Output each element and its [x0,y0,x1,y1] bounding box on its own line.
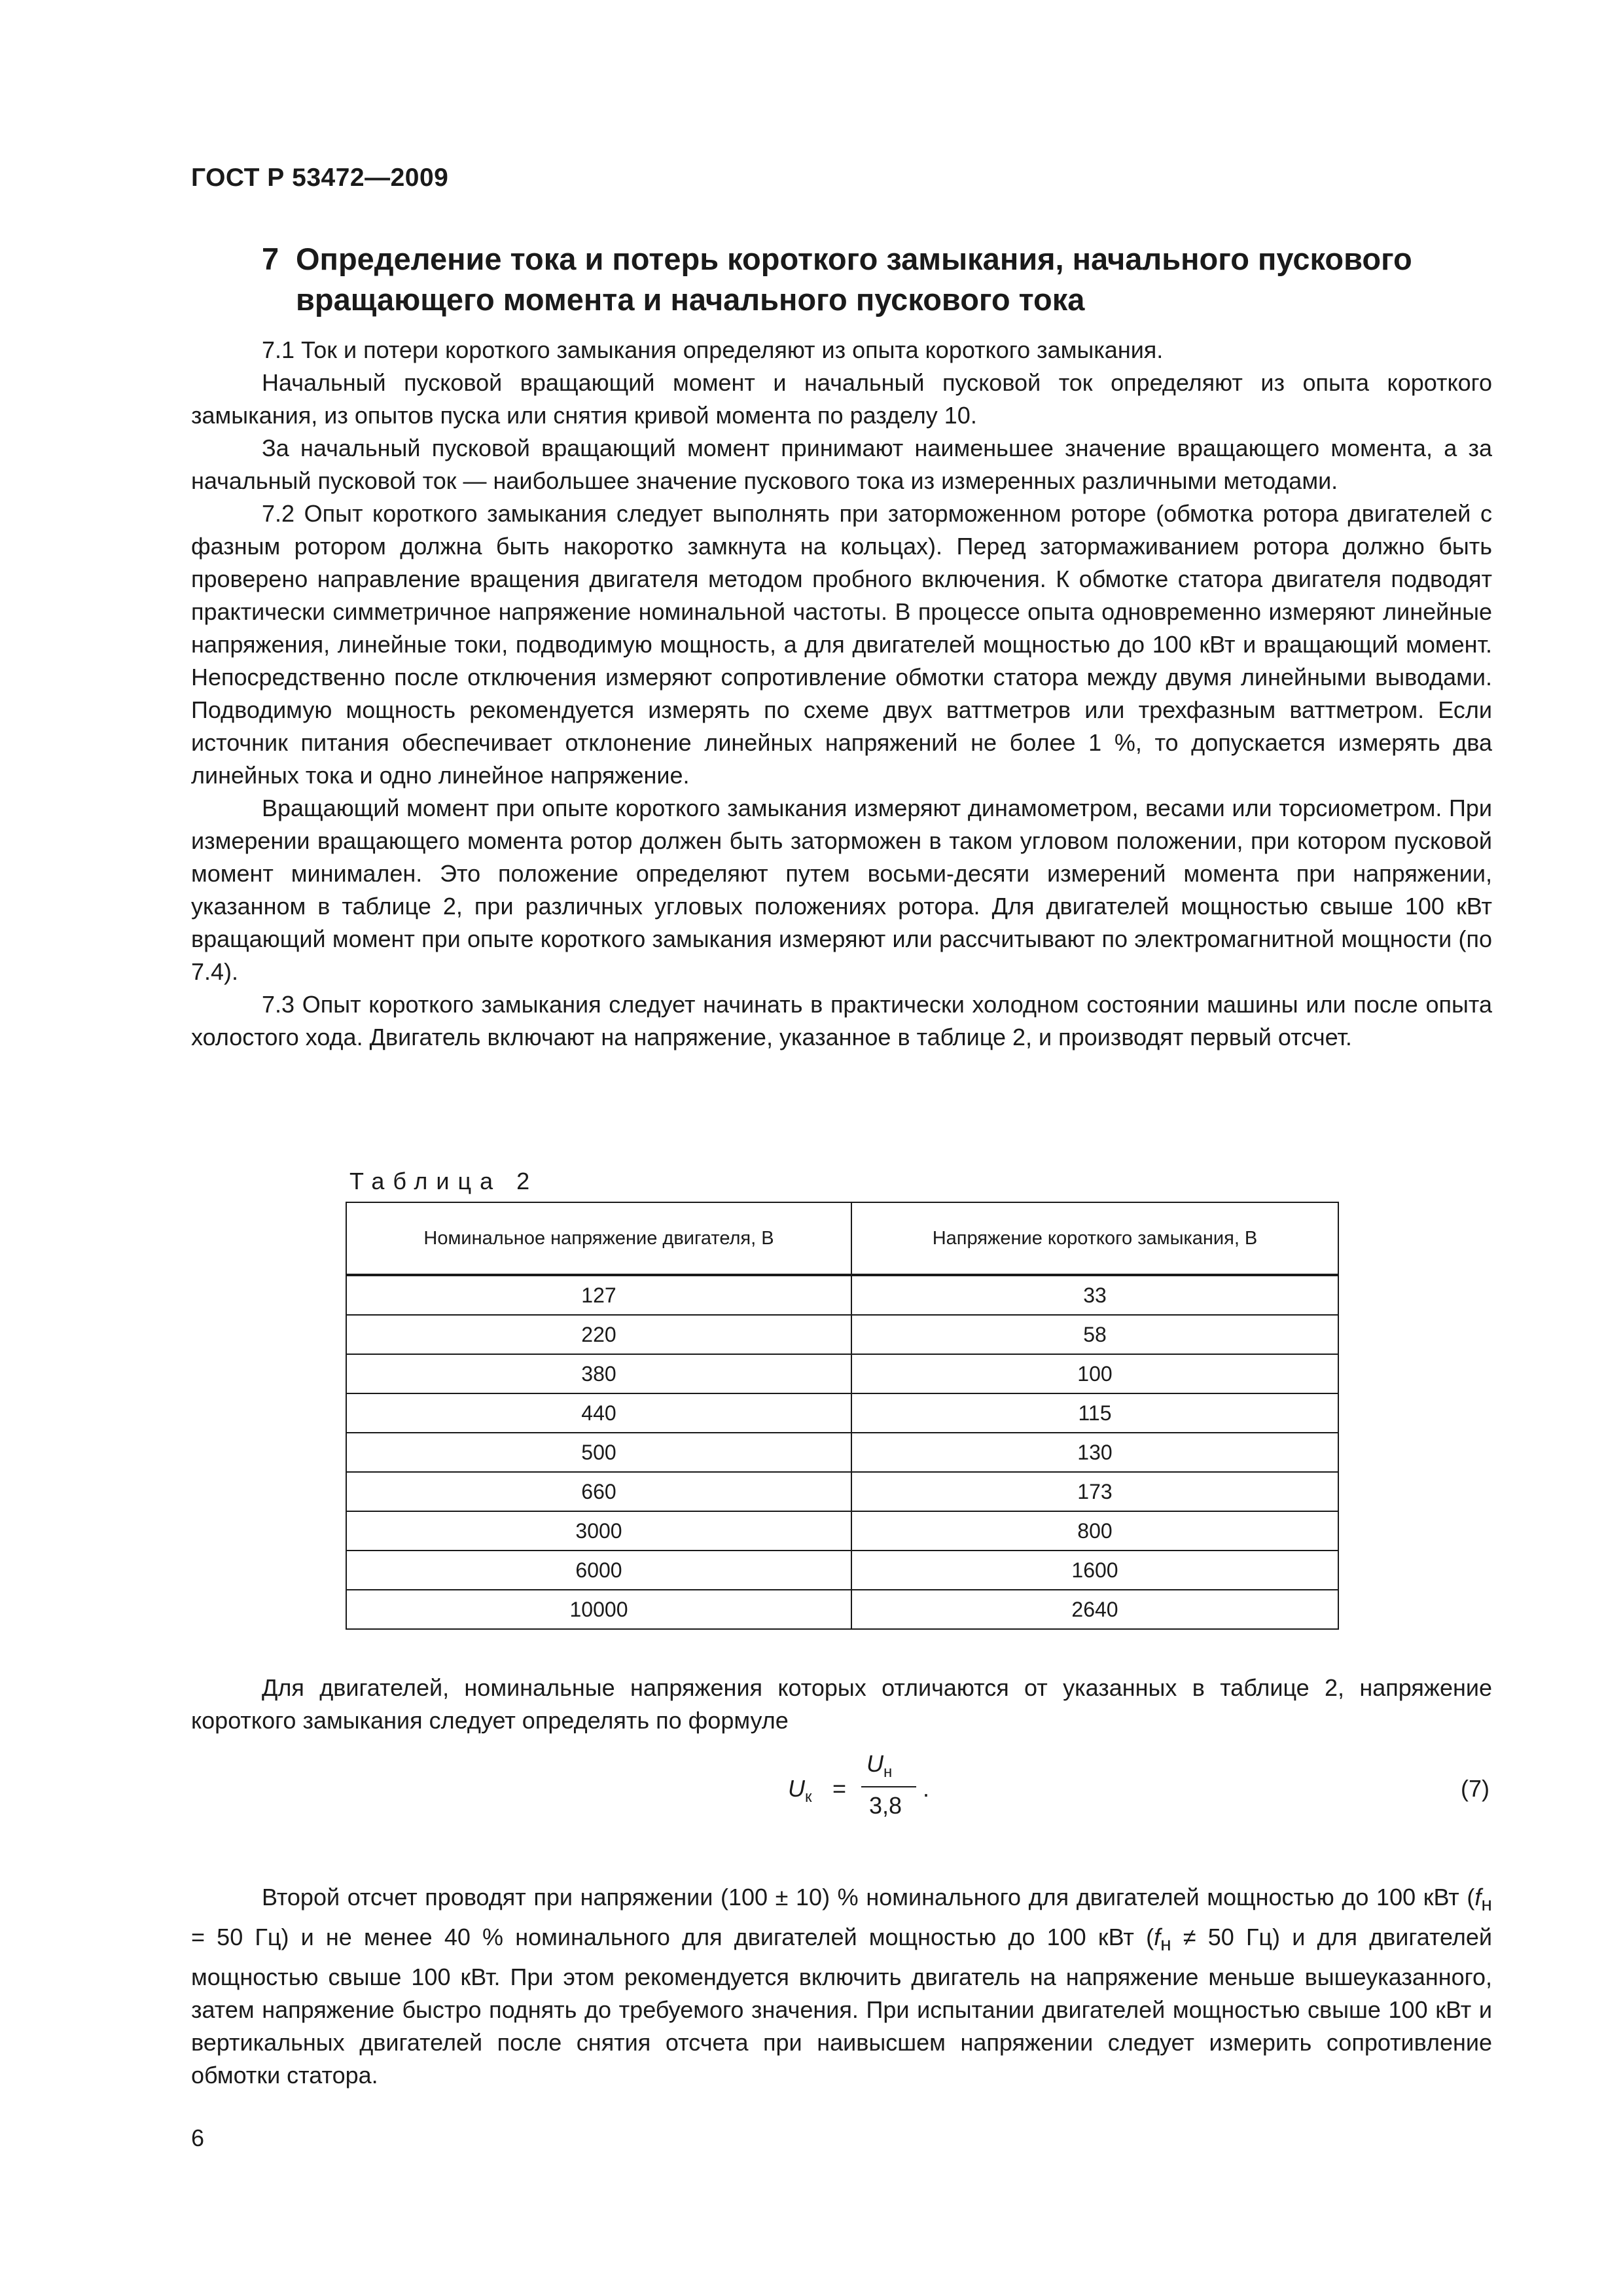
formula-trailing-dot: . [923,1775,930,1802]
body-text-block-c [191,1881,1492,2092]
table-row [346,1551,1338,1590]
formula-number: (7) [1461,1775,1489,1802]
table-header-row [346,1202,1338,1275]
table-row [346,1354,1338,1393]
paragraph: Начальный пусковой вращающий момент и начальный пусковой ток определяют из опыта короткого замыкания, из опытов пуска или снятия кривой момента по разделу 10. [191,369,1492,429]
section-number: 7 [262,242,279,276]
table-cell: 130 [851,1433,1338,1472]
table-row [346,1315,1338,1354]
table-cell: 500 [346,1433,851,1472]
voltage-table [346,1202,1339,1630]
section-heading [262,239,1505,320]
table-cell: 6000 [346,1551,851,1590]
table-caption: Таблица 2 [349,1168,539,1194]
table-row [346,1275,1338,1315]
table-cell: 1600 [851,1551,1338,1590]
paragraph: Вращающий момент при опыте короткого замыкания измеряют динамометром, весами или торсиометром. При измерении вращающего момента ротор должен быть заторможен в таком угловом положении, при котором пусковой момент минимален. Это положение определяют путем восьми-десяти измерений момента при напряжении, указанном в таблице 2, при различных угловых положениях ротора. Для двигателей мощностью свыше 100 кВт вращающий момент при опыте короткого замыкания измеряют или рассчитывают по электромагнитной мощности (по 7.4). [191,795,1492,985]
formula-lhs: $U_к$ [788,1775,812,1806]
table-cell: 33 [851,1275,1338,1315]
table-cell: 380 [346,1354,851,1393]
table-cell: 800 [851,1511,1338,1551]
page-number: 6 [191,2125,205,2151]
document-code: ГОСТ Р 53472—2009 [191,164,449,192]
table-cell: 173 [851,1472,1338,1511]
table-row [346,1590,1338,1629]
body-text-block-a [191,334,1492,1054]
table-cell: 115 [851,1393,1338,1433]
table-cell: 440 [346,1393,851,1433]
paragraph: Второй отсчет проводят при напряжении (100 ± 10) % номинального для двигателей мощностью до 100 кВт ($f_н = 50$ Гц) и не менее 40 % номинального для двигателей мощностью до 100 кВт ($f_н \ne 50$ Гц) и для двигателей мощностью свыше 100 кВт. При этом рекомендуется включить двигатель на напряжение меньше вышеуказанного, затем напряжение быстро поднять до требуемого значения. При испытании двигателей мощностью свыше 100 кВт и вертикальных двигателей после снятия отсчета при наивысшем напряжении следует измерить сопротивление обмотки статора. [191,1884,1492,2089]
paragraph: 7.2 Опыт короткого замыкания следует выполнять при заторможенном роторе (обмотка ротора двигателей с фазным ротором должна быть накоротко замкнута на кольцах). Перед затормаживанием ротора должно быть проверено направление вращения двигателя методом пробного включения. К обмотке статора двигателя подводят практически симметричное напряжение номинальной частоты. В процессе опыта одновременно измеряют линейные напряжения, линейные токи, подводимую мощность, а для двигателей мощностью до 100 кВт и вращающий момент. Непосредственно после отключения измеряют сопротивление обмотки статора между двумя линейными выводами. Подводимую мощность рекомендуется измерять по схеме двух ваттметров или трехфазным ваттметром. Если источник питания обеспечивает отклонение линейных напряжений не более 1 %, то допускается измерять два линейных тока и одно линейное напряжение. [191,500,1492,789]
table-cell: 10000 [346,1590,851,1629]
table-cell: 2640 [851,1590,1338,1629]
paragraph: Для двигателей, номинальные напряжения которых отличаются от указанных в таблице 2, напряжение короткого замыкания следует определять по формуле [191,1674,1492,1734]
paragraph: 7.3 Опыт короткого замыкания следует начинать в практически холодном состоянии машины или после опыта холостого хода. Двигатель включают на напряжение, указанное в таблице 2, и производят первый отсчет. [191,991,1492,1050]
table-cell: 127 [346,1275,851,1315]
table-row [346,1472,1338,1511]
formula-7 [772,1750,929,1835]
table-cell: 220 [346,1315,851,1354]
paragraph: За начальный пусковой вращающий момент принимают наименьшее значение вращающего момента, а за начальный пусковой ток — наибольшее значение пускового тока из измеренных различными методами. [191,435,1492,494]
section-title: Определение тока и потерь короткого замыкания, начального пускового вращающего момента и начального пускового тока [296,242,1412,317]
table-cell: 660 [346,1472,851,1511]
body-text-block-b [191,1672,1492,1737]
table-row [346,1511,1338,1551]
formula-equals: = [832,1775,847,1802]
fraction-bar [861,1786,916,1787]
column-header: Напряжение короткого замыкания, В [851,1202,1338,1275]
table-cell: 58 [851,1315,1338,1354]
table-row [346,1393,1338,1433]
table-cell: 3000 [346,1511,851,1551]
table-cell: 100 [851,1354,1338,1393]
paragraph: 7.1 Ток и потери короткого замыкания определяют из опыта короткого замыкания. [262,336,1164,363]
table-row [346,1433,1338,1472]
column-header: Номинальное напряжение двигателя, В [346,1202,851,1275]
formula-numerator: $U_н$ [866,1750,893,1782]
formula-denominator: 3,8 [869,1792,902,1819]
